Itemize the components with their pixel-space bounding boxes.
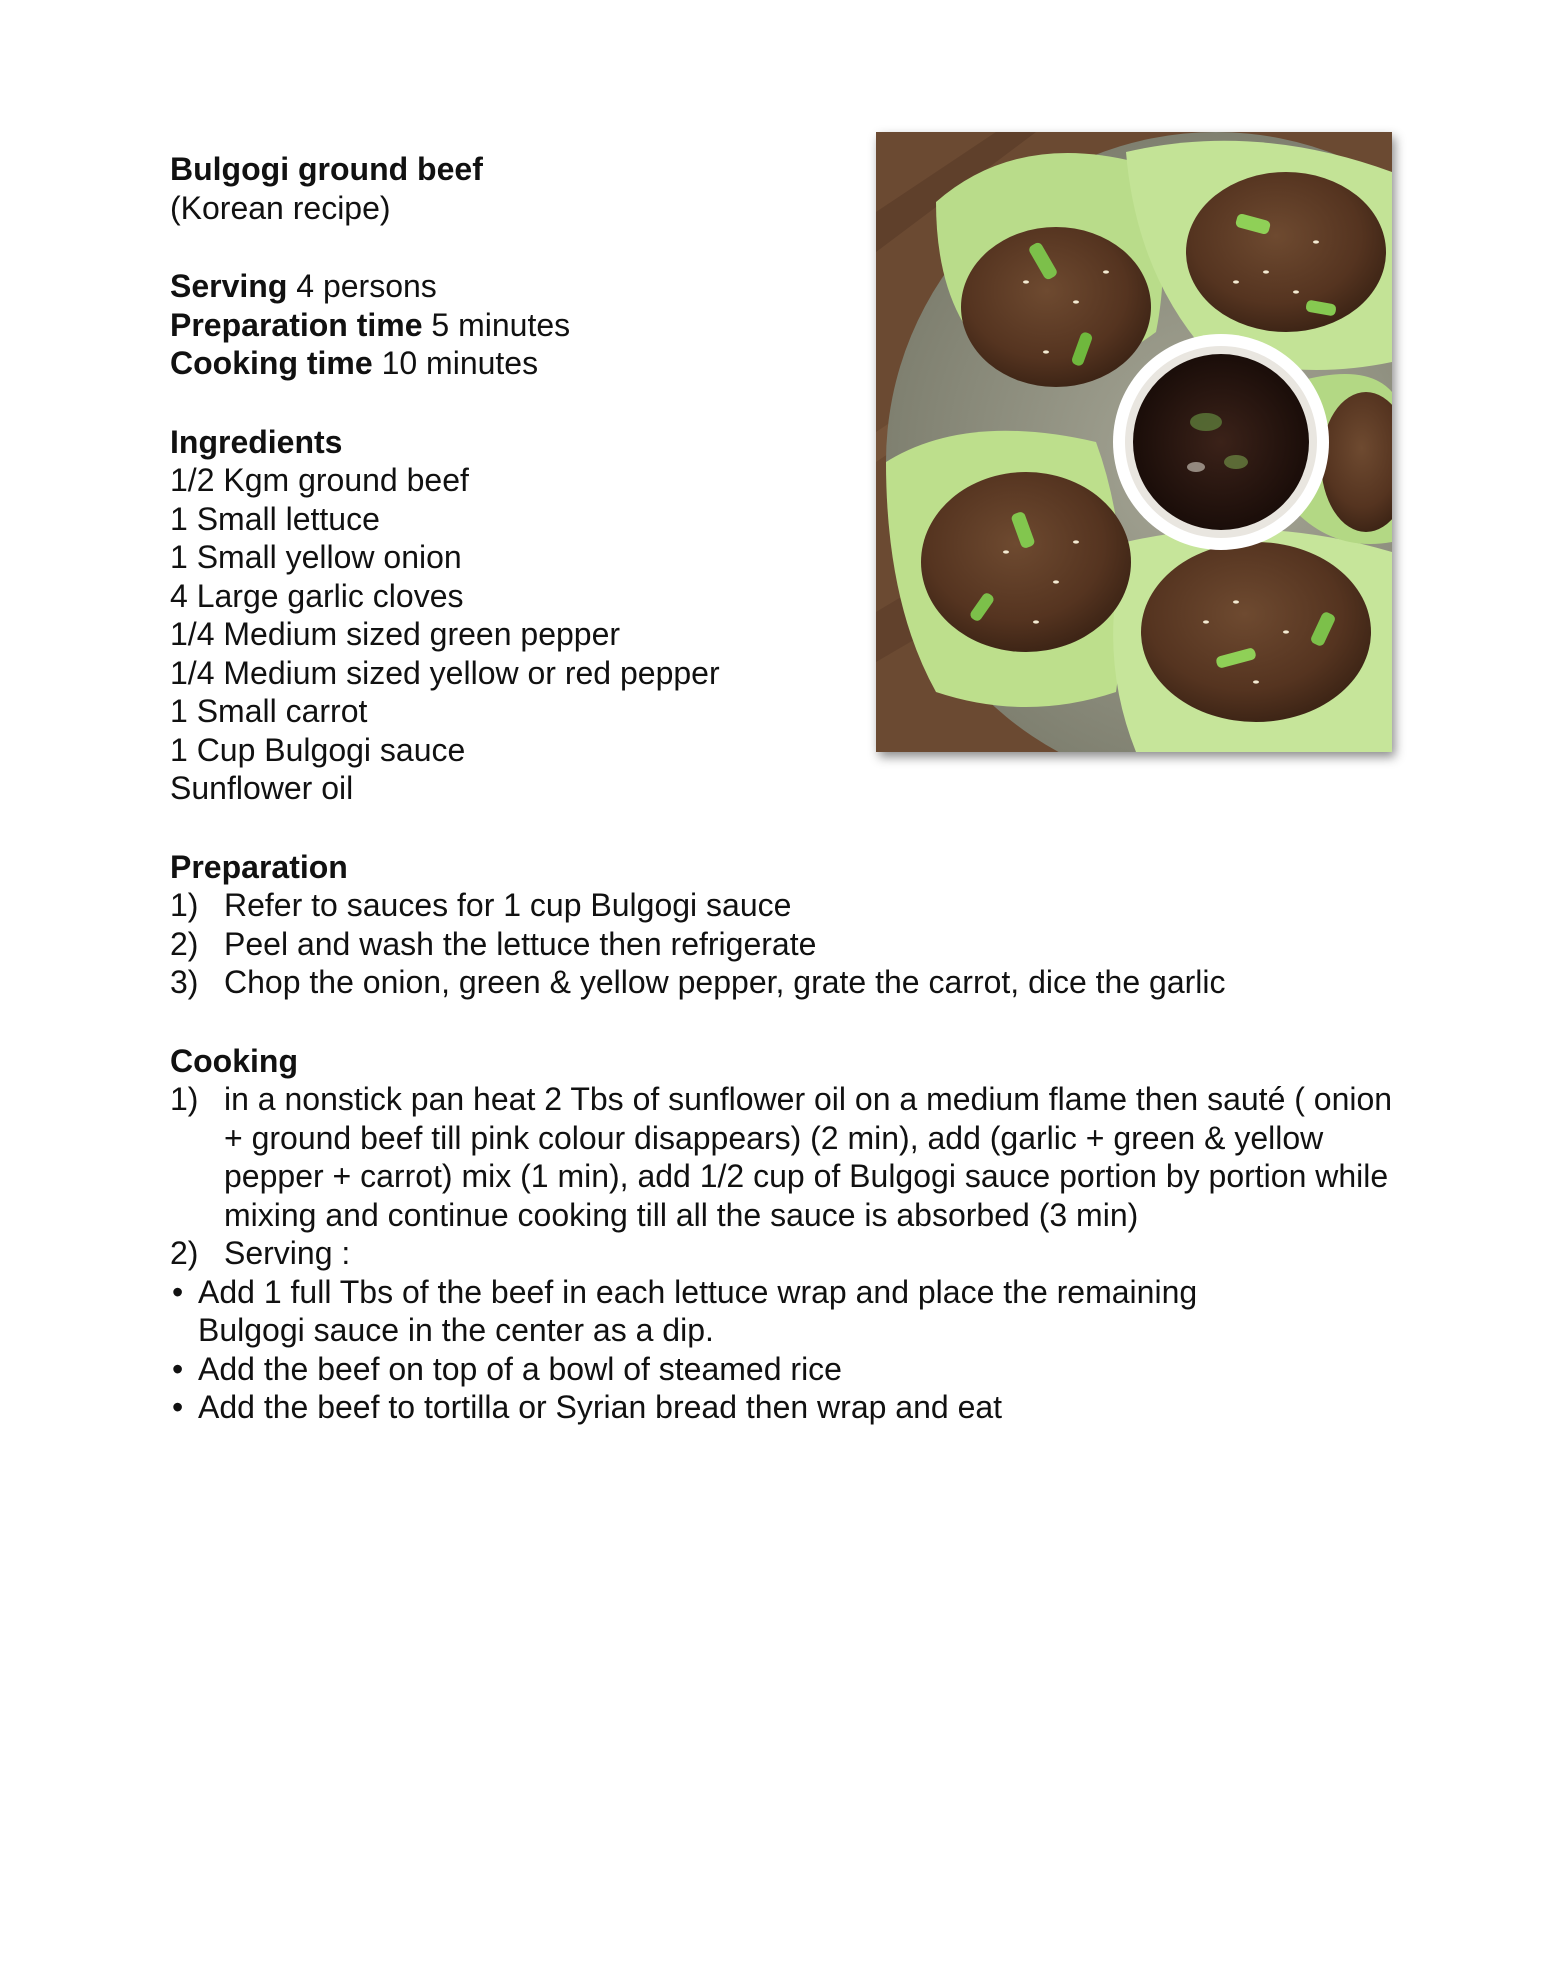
cooking-step — [170, 1080, 1394, 1234]
step-number: 2) — [170, 925, 199, 962]
ingredient-item: 1/2 Kgm ground beef — [170, 462, 469, 498]
preparation-step — [170, 925, 1400, 964]
cook-time-label: Cooking time — [170, 345, 373, 381]
serving-value: 4 persons — [296, 268, 437, 304]
serving-bullet — [170, 1273, 1278, 1350]
food-photo — [876, 132, 1392, 752]
serving-bullet — [170, 1350, 1400, 1389]
ingredients-heading: Ingredients — [170, 423, 343, 460]
step-text: Serving : — [224, 1235, 351, 1271]
step-text: Peel and wash the lettuce then refrigerate — [224, 925, 817, 962]
ingredient-item: Sunflower oil — [170, 770, 354, 806]
bullet-text: Add 1 full Tbs of the beef in each lettuce wrap and place the remaining Bulgogi sauce in the center as a dip. — [198, 1273, 1198, 1348]
step-text: Chop the onion, green & yellow pepper, grate the carrot, dice the garlic — [224, 964, 1226, 1000]
preparation-step — [170, 886, 1400, 925]
step-number: 1) — [170, 887, 199, 923]
bullet-text: Add the beef on top of a bowl of steamed rice — [198, 1350, 842, 1387]
bullet-icon: • — [172, 1389, 184, 1425]
preparation-heading: Preparation — [170, 848, 348, 885]
recipe-subtitle: (Korean recipe) — [170, 189, 391, 226]
serving-bullets — [170, 1273, 1400, 1427]
ingredient-item: 4 Large garlic cloves — [170, 577, 464, 614]
food-photo-icon — [876, 132, 1392, 752]
ingredient-item: 1 Cup Bulgogi sauce — [170, 731, 466, 768]
cook-time-value: 10 minutes — [381, 345, 539, 381]
ingredient-item: 1/4 Medium sized green pepper — [170, 616, 621, 652]
ingredient-item: 1 Small carrot — [170, 693, 368, 729]
cooking-step — [170, 1234, 1400, 1273]
ingredient-item: 1 Small lettuce — [170, 500, 380, 537]
bullet-icon: • — [172, 1350, 184, 1387]
step-number: 1) — [170, 1081, 199, 1117]
cooking-steps — [170, 1080, 1400, 1273]
step-text: Refer to sauces for 1 cup Bulgogi sauce — [224, 887, 792, 923]
step-text: in a nonstick pan heat 2 Tbs of sunflower oil on a medium flame then sauté ( onion + ground beef till pink colour disappears) (2 min), add (garlic + green & yellow pepper + carrot) mix (1 min), add 1/2 cup of Bulgogi sauce portion by portion while mixing and continue cooking till all the sauce is absorbed (3 min) — [224, 1081, 1393, 1233]
ingredient-item: 1/4 Medium sized yellow or red pepper — [170, 654, 720, 691]
serving-label: Serving — [170, 268, 288, 304]
step-number: 2) — [170, 1235, 199, 1271]
bullet-text: Add the beef to tortilla or Syrian bread then wrap and eat — [198, 1389, 1003, 1425]
recipe-title: Bulgogi ground beef — [170, 151, 483, 187]
ingredient-item: 1 Small yellow onion — [170, 539, 462, 575]
step-number: 3) — [170, 964, 199, 1000]
prep-time-value: 5 minutes — [431, 306, 571, 343]
preparation-steps — [170, 886, 1400, 1002]
serving-bullet — [170, 1388, 1400, 1427]
bullet-icon: • — [172, 1273, 184, 1310]
cooking-heading: Cooking — [170, 1042, 298, 1079]
prep-time-label: Preparation time — [170, 306, 423, 343]
preparation-step — [170, 963, 1400, 1002]
